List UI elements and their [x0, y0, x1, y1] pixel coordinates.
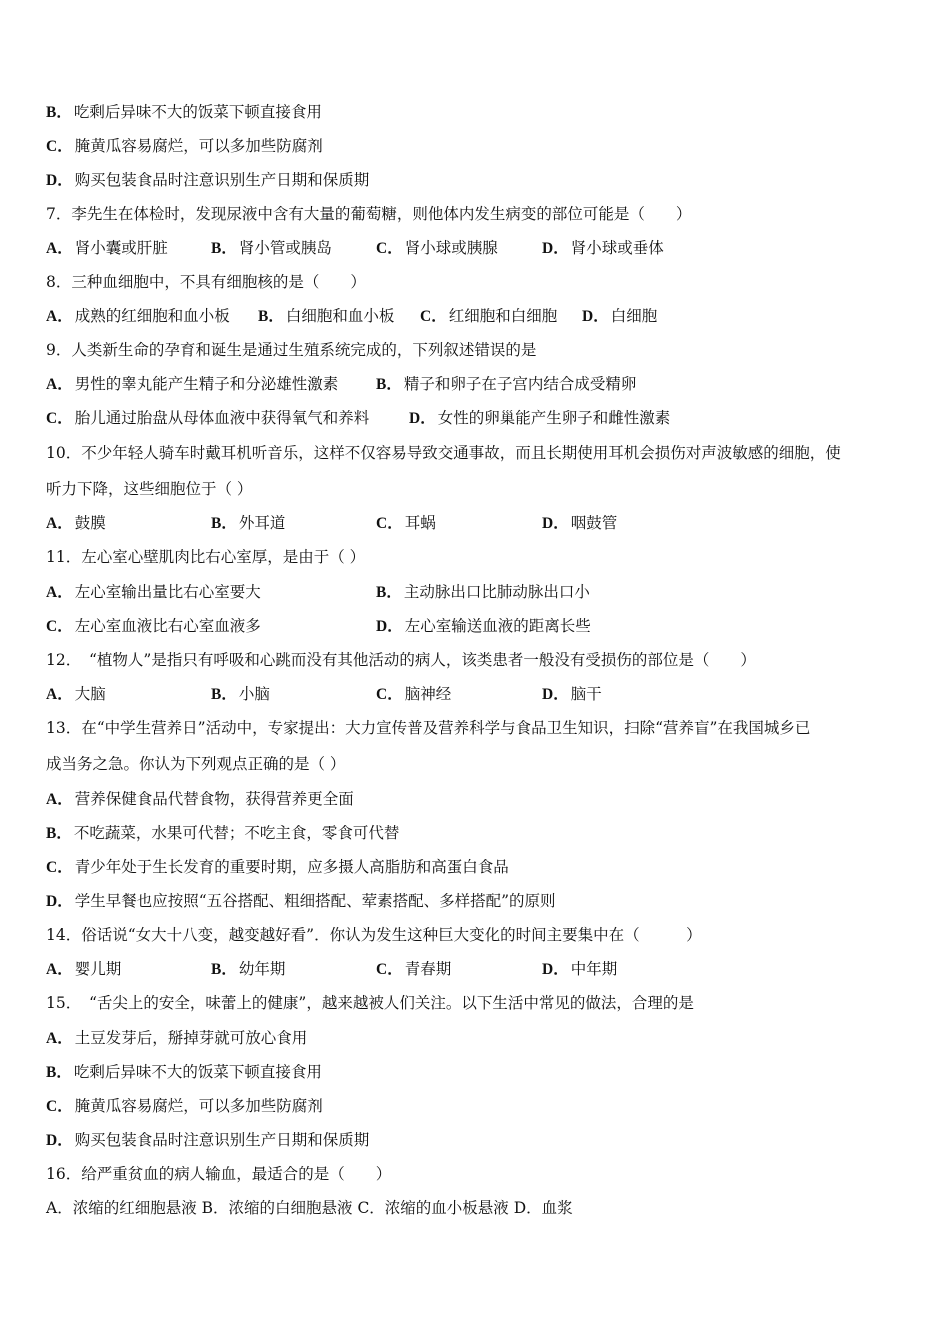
question-13-line2: 成当务之急。你认为下列观点正确的是（ ） — [46, 755, 346, 773]
option-c: C． 青少年处于生长发育的重要时期，应多摄人高脂肪和高蛋白食品 — [46, 858, 509, 876]
option-d: D． 脑干 — [542, 685, 602, 703]
question-7: 7．李先生在体检时，发现尿液中含有大量的葡萄糖，则他体内发生病变的部位可能是（ ） — [46, 205, 692, 223]
option-d: D． 女性的卵巢能产生卵子和雌性激素 — [409, 409, 671, 427]
option-a: A． 大脑 — [46, 685, 106, 703]
option-b: B． 不吃蔬菜，水果可代替；不吃主食，零食可代替 — [46, 824, 400, 842]
option-d: D． 肾小球或垂体 — [542, 239, 664, 257]
question-9: 9．人类新生命的孕育和诞生是通过生殖系统完成的，下列叙述错误的是 — [46, 341, 537, 359]
question-12: 12． “植物人”是指只有呼吸和心跳而没有其他活动的病人，该类患者一般没有受损伤的部位是（ ） — [46, 651, 756, 669]
option-a: A． 左心室输出量比右心室要大 — [46, 583, 261, 601]
option-b: B． 精子和卵子在子宫内结合成受精卵 — [376, 375, 637, 393]
option-b: B． 幼年期 — [211, 960, 286, 978]
option-b: B． 吃剩后异味不大的饭菜下顿直接食用 — [46, 103, 322, 121]
option-c: C． 胎儿通过胎盘从母体血液中获得氧气和养料 — [46, 409, 370, 427]
option-d: D． 左心室输送血液的距离长些 — [376, 617, 591, 635]
question-13-line1: 13．在“中学生营养日”活动中，专家提出：大力宣传普及营养科学与食品卫生知识，扫除“营养盲”在我国城乡已 — [46, 719, 811, 737]
option-d: D． 白细胞 — [582, 307, 658, 325]
option-b: B． 肾小管或胰岛 — [211, 239, 332, 257]
option-d: D． 咽鼓管 — [542, 514, 618, 532]
option-a: A． 男性的睾丸能产生精子和分泌雄性激素 — [46, 375, 339, 393]
question-16-options: A．浓缩的红细胞悬液 B．浓缩的白细胞悬液 C．浓缩的血小板悬液 D．血浆 — [46, 1199, 573, 1217]
option-a: A． 营养保健食品代替食物，获得营养更全面 — [46, 790, 354, 808]
question-15: 15． “舌尖上的安全，味蕾上的健康”，越来越被人们关注。以下生活中常见的做法，合理的是 — [46, 994, 694, 1012]
option-c: C． 红细胞和白细胞 — [420, 307, 558, 325]
option-a: A． 土豆发芽后，掰掉芽就可放心食用 — [46, 1029, 308, 1047]
option-b: B． 主动脉出口比肺动脉出口小 — [376, 583, 590, 601]
option-c: C． 脑神经 — [376, 685, 452, 703]
option-d: D． 中年期 — [542, 960, 618, 978]
option-d: D． 购买包装食品时注意识别生产日期和保质期 — [46, 1131, 370, 1149]
option-b: B． 小脑 — [211, 685, 270, 703]
option-c: C． 腌黄瓜容易腐烂，可以多加些防腐剂 — [46, 137, 323, 155]
option-b: B． 白细胞和血小板 — [258, 307, 395, 325]
option-c: C． 耳蜗 — [376, 514, 436, 532]
question-10-line1: 10．不少年轻人骑车时戴耳机听音乐，这样不仅容易导致交通事故，而且长期使用耳机会损伤对声波敏感的细胞，使 — [46, 444, 841, 462]
option-a: A． 成熟的红细胞和血小板 — [46, 307, 230, 325]
option-a: A． 肾小囊或肝脏 — [46, 239, 168, 257]
question-14: 14．俗话说“女大十八变，越变越好看”．你认为发生这种巨大变化的时间主要集中在（ ） — [46, 926, 702, 944]
option-c: C． 左心室血液比右心室血液多 — [46, 617, 261, 635]
question-16: 16．给严重贫血的病人输血，最适合的是（ ） — [46, 1165, 392, 1183]
option-c: C． 腌黄瓜容易腐烂，可以多加些防腐剂 — [46, 1097, 323, 1115]
option-a: A． 鼓膜 — [46, 514, 106, 532]
option-b: B． 吃剩后异味不大的饭菜下顿直接食用 — [46, 1063, 322, 1081]
option-c: C． 青春期 — [376, 960, 452, 978]
question-8: 8．三种血细胞中，不具有细胞核的是（ ） — [46, 273, 366, 291]
option-c: C． 肾小球或胰腺 — [376, 239, 498, 257]
option-d: D． 学生早餐也应按照“五谷搭配、粗细搭配、荤素搭配、多样搭配”的原则 — [46, 892, 556, 910]
option-d: D． 购买包装食品时注意识别生产日期和保质期 — [46, 171, 370, 189]
option-a: A． 婴儿期 — [46, 960, 122, 978]
option-b: B． 外耳道 — [211, 514, 286, 532]
question-11: 11．左心室心壁肌肉比右心室厚，是由于（ ） — [46, 548, 366, 566]
question-10-line2: 听力下降，这些细胞位于（ ） — [46, 480, 253, 498]
